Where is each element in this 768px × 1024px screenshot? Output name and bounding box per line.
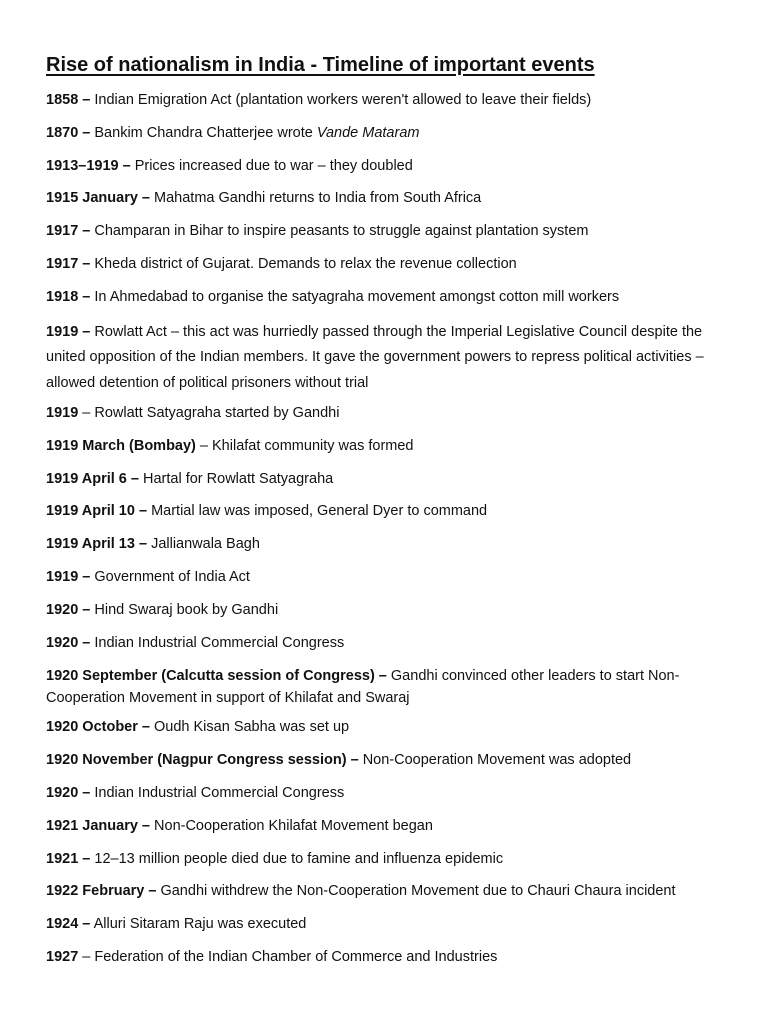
- event-text: Hind Swaraj book by Gandhi: [94, 601, 279, 618]
- event-text: Indian Industrial Commercial Congress: [94, 634, 345, 651]
- timeline-item: [46, 947, 728, 967]
- event-date: 1915 January –: [46, 190, 150, 207]
- page-title: Rise of nationalism in India - Timeline of important events: [46, 54, 595, 76]
- timeline-item: [46, 287, 728, 307]
- timeline-item: [46, 665, 728, 709]
- timeline-item: [46, 501, 728, 521]
- event-text: Prices increased due to war – they doubled: [134, 157, 413, 174]
- event-text: Rowlatt Act – this act was hurriedly passed through the Imperial Legislative Council despite the united opposition of the Indian members. It gave the government powers to repress political activities – allowed detention of political prisoners without trial: [46, 323, 704, 391]
- event-date: 1919: [46, 405, 79, 422]
- event-date: 1921 –: [46, 850, 91, 867]
- timeline-item: [46, 849, 728, 869]
- event-text: Gandhi withdrew the Non-Cooperation Movement due to Chauri Chaura incident: [160, 883, 676, 900]
- event-date: 1919 March (Bombay): [46, 437, 196, 454]
- event-text: – Khilafat community was formed: [199, 437, 414, 454]
- event-date: 1920 –: [46, 601, 91, 618]
- event-text: Gandhi convinced other leaders to start Non-Cooperation Movement in support of Khilafat and Swaraj: [46, 668, 680, 707]
- timeline-item: [46, 90, 728, 110]
- timeline-item: [46, 254, 728, 274]
- event-text: Jallianwala Bagh: [151, 536, 260, 553]
- timeline-item: [46, 156, 728, 176]
- timeline-item: [46, 783, 728, 803]
- timeline-item: [46, 750, 728, 770]
- timeline-item: [46, 188, 728, 208]
- timeline-list: [46, 90, 728, 967]
- event-date: 1913–1919 –: [46, 157, 131, 174]
- event-date: 1919 –: [46, 323, 91, 340]
- timeline-item: [46, 914, 728, 934]
- event-date: 1920 September (Calcutta session of Congress) –: [46, 668, 387, 685]
- event-text: Mahatma Gandhi returns to India from South Africa: [154, 190, 482, 207]
- event-emphasis: Vande Mataram: [316, 124, 420, 141]
- event-text: Kheda district of Gujarat. Demands to relax the revenue collection: [94, 255, 517, 272]
- event-text: Hartal for Rowlatt Satyagraha: [143, 470, 334, 487]
- event-text: – Rowlatt Satyagraha started by Gandhi: [82, 405, 340, 422]
- event-text: Bankim Chandra Chatterjee wrote: [94, 124, 317, 141]
- event-date: 1917 –: [46, 255, 91, 272]
- event-text: Champaran in Bihar to inspire peasants to struggle against plantation system: [94, 223, 589, 240]
- event-text: Indian Emigration Act (plantation workers weren't allowed to leave their fields): [94, 92, 592, 108]
- timeline-item: [46, 320, 728, 397]
- event-date: 1921 January –: [46, 817, 150, 834]
- timeline-item: [46, 221, 728, 241]
- event-text: In Ahmedabad to organise the satyagraha movement amongst cotton mill workers: [94, 288, 620, 305]
- event-text: Government of India Act: [94, 569, 250, 586]
- event-text: Alluri Sitaram Raju was executed: [93, 916, 307, 933]
- timeline-item: [46, 403, 728, 423]
- event-date: 1920 –: [46, 634, 91, 651]
- timeline-item: [46, 534, 728, 554]
- event-text: Indian Industrial Commercial Congress: [94, 785, 345, 802]
- timeline-item: [46, 469, 728, 489]
- timeline-item: [46, 567, 728, 587]
- event-date: 1919 –: [46, 569, 91, 586]
- timeline-item: [46, 717, 728, 737]
- timeline-item: [46, 881, 728, 901]
- event-text: 12–13 million people died due to famine and influenza epidemic: [94, 850, 504, 867]
- timeline-item: [46, 600, 728, 620]
- event-text: Oudh Kisan Sabha was set up: [154, 719, 350, 736]
- event-date: 1918 –: [46, 288, 91, 305]
- event-date: 1927: [46, 949, 79, 966]
- event-date: 1919 April 6 –: [46, 470, 139, 487]
- event-date: 1920 –: [46, 785, 91, 802]
- event-date: 1919 April 13 –: [46, 536, 148, 553]
- timeline-item: [46, 633, 728, 653]
- event-text: – Federation of the Indian Chamber of Commerce and Industries: [82, 949, 498, 966]
- event-date: 1920 November (Nagpur Congress session) –: [46, 752, 359, 769]
- timeline-item: [46, 436, 728, 456]
- event-text: Non-Cooperation Khilafat Movement began: [154, 817, 433, 834]
- timeline-item: [46, 816, 728, 836]
- event-date: 1919 April 10 –: [46, 503, 148, 520]
- event-date: 1870 –: [46, 124, 91, 141]
- event-date: 1920 October –: [46, 719, 150, 736]
- event-date: 1917 –: [46, 223, 91, 240]
- event-date: 1858 –: [46, 92, 91, 108]
- event-text: Non-Cooperation Movement was adopted: [362, 752, 632, 769]
- event-date: 1922 February –: [46, 883, 157, 900]
- event-text: Martial law was imposed, General Dyer to command: [151, 503, 488, 520]
- event-date: 1924 –: [46, 916, 91, 933]
- timeline-item: [46, 123, 728, 143]
